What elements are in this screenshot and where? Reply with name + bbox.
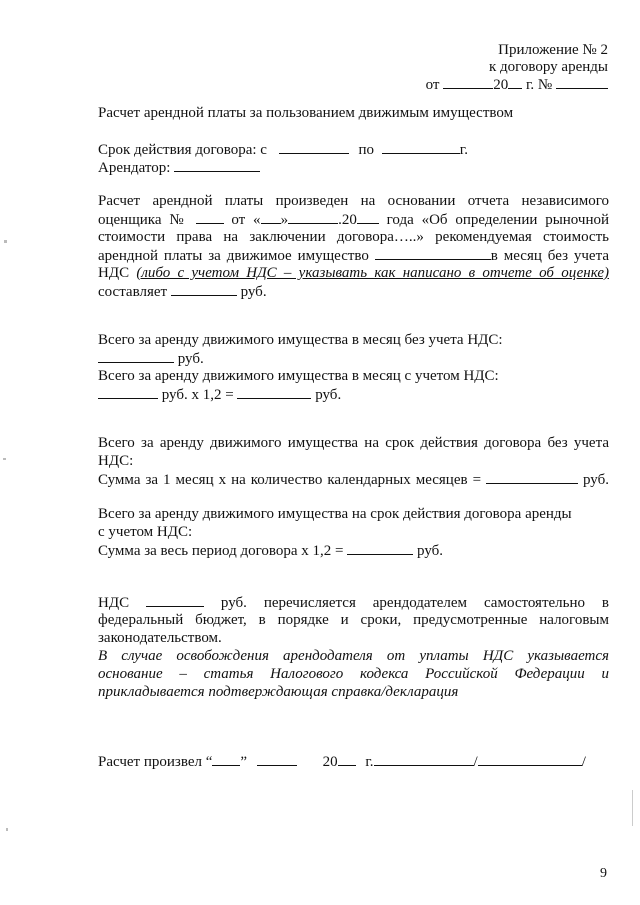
basis-paragraph-line-2: оценщика № от « » .20 года «Об определении рыночной [98,212,610,228]
monthly-no-vat-label: Всего за аренду движимого имущества в месяц без учета НДС: [98,332,503,348]
appendix-contract-ref: к договору аренды [488,59,608,75]
vat-line-1: НДС руб. перечисляется арендодателем самостоятельно в [98,595,610,611]
basis-paragraph-line-3: стоимости права на заключении договора…..» рекомендуемая стоимость [98,229,609,245]
appendix-number: Приложение № 2 [498,42,608,58]
monthly-with-vat-value: руб. х 1,2 = руб. [98,385,341,404]
basis-paragraph-line-6: составляет руб. [98,284,267,300]
appendix-date-line: от 20 г. № [426,75,608,94]
term-total-line-2: НДС: [98,453,134,469]
vat-line-2: федеральный бюджет, в порядке и сроки, предусмотренные налоговым [98,612,609,628]
vat-exemption-line-1: В случае освобождения арендодателя от уплаты НДС указывается [98,648,609,664]
term-total-vat-line-3: Сумма за весь период договора х 1,2 = руб. [98,543,444,559]
vat-exemption-line-2: основание – статья Налогового кодекса Российской Федерации и [98,666,609,682]
scan-speck [6,828,8,831]
signature-line: Расчет произвел “ ” 20 г. / / [98,754,586,770]
scan-speck [3,458,6,460]
term-total-line-3: Сумма за 1 месяц х на количество календарных месяцев = руб. [98,472,609,488]
page-number: 9 [600,866,607,881]
vat-exemption-line-3: прикладывается подтверждающая справка/декларация [98,684,459,700]
term-total-line-1: Всего за аренду движимого имущества на срок действия договора без учета [98,435,609,451]
tenant-line: Арендатор: [98,158,260,177]
term-total-vat-line-1: Всего за аренду движимого имущества на срок действия договора аренды [98,506,572,522]
monthly-no-vat-value: руб. [98,349,204,368]
term-total-vat-line-2: с учетом НДС: [98,524,193,540]
vat-line-3: законодательством. [98,630,222,646]
basis-paragraph-line-4: арендной платы за движимое имущество в месяц без учета [98,248,609,264]
basis-paragraph-line-5: НДС (либо с учетом НДС – указывать как написано в отчете об оценке) [98,265,609,281]
scan-edge-line [632,790,633,826]
scan-speck [4,240,7,243]
contract-term-line: Срок действия договора: с по г. [98,142,468,158]
monthly-with-vat-label: Всего за аренду движимого имущества в месяц с учетом НДС: [98,368,499,384]
document-title: Расчет арендной платы за пользованием движимым имуществом [98,105,514,121]
basis-paragraph-line-1: Расчет арендной платы произведен на основании отчета независимого [98,193,609,209]
